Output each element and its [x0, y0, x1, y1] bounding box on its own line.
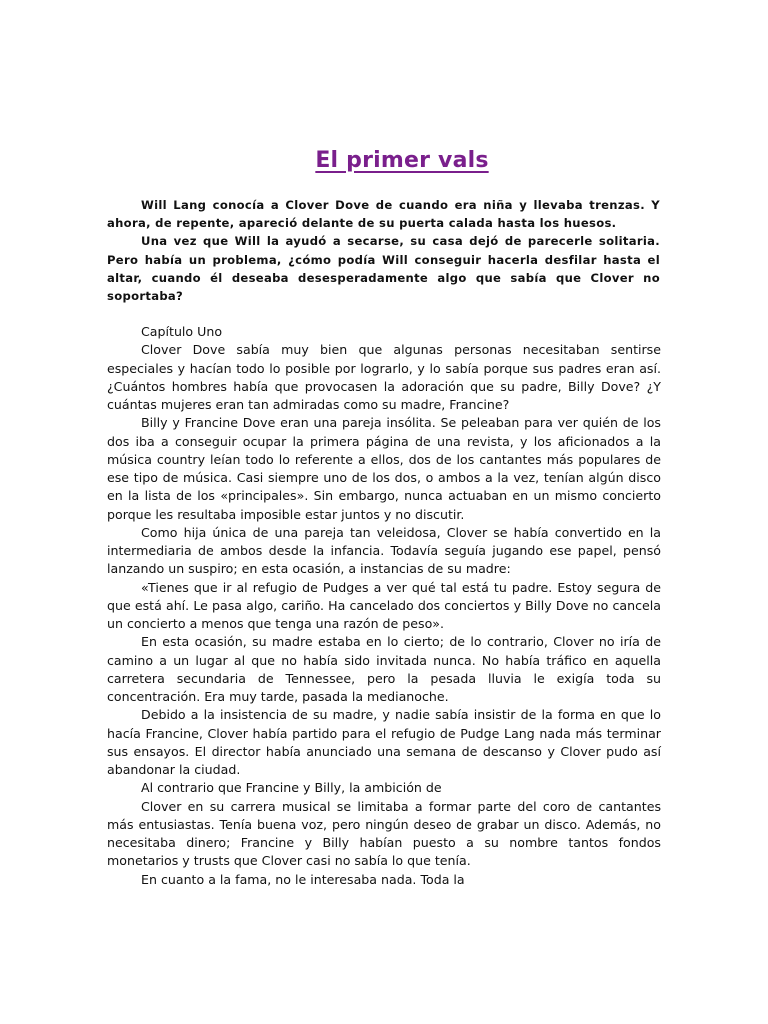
- body-paragraph: Como hija única de una pareja tan veleidosa, Clover se había convertido en la intermediaria de ambos desde la infancia. Todavía seguía jugando ese papel, pensó lanzando un suspiro; en esta ocasión, a instancias de su madre:: [107, 524, 661, 577]
- synopsis-paragraph: Una vez que Will la ayudó a secarse, su casa dejó de parecerle solitaria. Pero había un problema, ¿cómo podía Will conseguir hacerla desfilar hasta el altar, cuando él deseaba desesperadamente algo que sabía que Clover no soportaba?: [107, 234, 660, 304]
- body-paragraph: Clover en su carrera musical se limitaba a formar parte del coro de cantantes más entusiastas. Tenía buena voz, pero ningún deseo de grabar un disco. Además, no necesitaba dinero; Francine y Billy habían puesto a su nombre tantos fondos monetarios y trusts que Clover casi no sabía lo que tenía.: [107, 798, 661, 869]
- body-paragraph: «Tienes que ir al refugio de Pudges a ver qué tal está tu padre. Estoy segura de que está ahí. Le pasa algo, cariño. Ha cancelado dos conciertos y Billy Dove no cancela un concierto a menos que tenga una razón de peso».: [107, 579, 661, 631]
- body-paragraph: Clover Dove sabía muy bien que algunas personas necesitaban sentirse especiales y hacían todo lo posible por lograrlo, y lo sabía porque sus padres eran así. ¿Cuántos hombres había que provocasen la adoración que su padre, Billy Dove? ¿Y cuántas mujeres eran tan admiradas como su madre, Francine?: [107, 342, 661, 412]
- body-paragraph: En esta ocasión, su madre estaba en lo cierto; de lo contrario, Clover no iría de camino a un lugar al que no había sido invitada nunca. No había tráfico en aquella carretera secundaria de Tennessee, pero la pesada lluvia le exigía toda su concentración. Era muy tarde, pasada la medianoche.: [107, 634, 661, 704]
- body-paragraph: Al contrario que Francine y Billy, la ambición de: [141, 780, 442, 796]
- body-paragraph: Debido a la insistencia de su madre, y nadie sabía insistir de la forma en que lo hacía Francine, Clover había partido para el refugio de Pudge Lang nada más terminar sus ensayos. El director había anunciado una semana de descanso y Clover pudo así abandonar la ciudad.: [107, 707, 661, 777]
- page-title: El primer vals: [315, 148, 489, 173]
- chapter-heading: Capítulo Uno: [141, 324, 223, 339]
- chapter-body: [107, 323, 661, 889]
- synopsis-paragraph: Will Lang conocía a Clover Dove de cuando era niña y llevaba trenzas. Y ahora, de repente, apareció delante de su puerta calada hasta los huesos.: [107, 198, 660, 231]
- body-paragraph: En cuanto a la fama, no le interesaba nada. Toda la: [141, 871, 465, 887]
- synopsis: [107, 196, 660, 305]
- body-paragraph: Billy y Francine Dove eran una pareja insólita. Se peleaban para ver quién de los dos iba a conseguir ocupar la primera página de una revista, y los aficionados a la música country leían todo lo referente a ellos, dos de los cantantes más populares de ese tipo de música. Casi siempre uno de los dos, o ambos a la vez, tenían algún disco en la lista de los «principales». Sin embargo, nunca actuaban en un mismo concierto porque les resultaba imposible estar juntos y no discutir.: [107, 415, 661, 522]
